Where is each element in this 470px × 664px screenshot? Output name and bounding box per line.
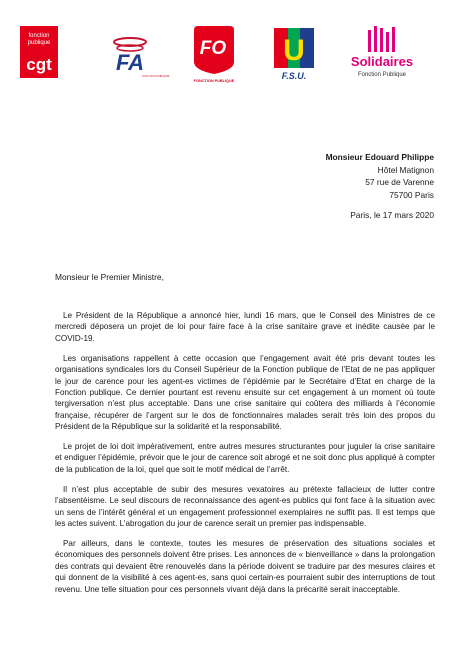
letter-body — [55, 310, 435, 603]
fsu-logo — [270, 26, 320, 82]
fsu-logo-text: F.S.U. — [281, 71, 307, 81]
cgt-logo-top: fonction — [28, 33, 50, 39]
fsu-logo-glyph: U — [283, 34, 305, 67]
cgt-logo-middle: publique — [27, 40, 51, 46]
solidaires-logo — [348, 24, 416, 82]
paragraph: Par ailleurs, dans le contexte, toutes les mesures de préservation des situations sociales et économiques des personnels doivent être prises. Les annonces de « bienveillance » dans la prolongation des contrats qui devaient être renouvelés dans la période doivent se traduire par des mesures claires et qui donnent de la visibilité à ces agent-es, sans quoi certain-es pourraient subir des interruptions de tout revenu. Une telle situation pour ces personnels vivant déjà dans la précarité serait inacceptable. — [55, 538, 435, 594]
paragraph: Les organisations rappellent à cette occasion que l’engagement avait été pris devant toutes les organisations syndicales lors du Conseil Supérieur de la Fonction publique de l’Etat de ne pas appliquer le jour de carence pour les agent-es victimes de l’épidémie par le Secrétaire d’Etat en charge de la Fonction publique. Ce dernier pourtant est revenu ensuite sur cet engagement à un moment où toute tergiversation n’est plus acceptable. Dans une crise sanitaire qui coûtera des milliards à l’économie française, récupérer de l’argent sur le dos de fonctionnaires malades serait très loin des propos du Président de la République sur la solidarité et la responsabilité. — [55, 353, 435, 432]
logo-row — [0, 22, 470, 88]
recipient-name: Monsieur Edouard Philippe — [325, 152, 434, 162]
fa-logo — [108, 26, 170, 80]
paragraph: Le projet de loi doit impérativement, entre autres mesures structurantes pour juguler la crise sanitaire et endiguer l’épidémie, prévoir que le jour de carence soit abrogé et ne soit donc plus appliqué à compter de la publication de la loi, quel que soit le motif médical de l’arrêt. — [55, 442, 435, 474]
solidaires-logo-text: Solidaires — [350, 54, 414, 69]
letter-date: Paris, le 17 mars 2020 — [350, 210, 434, 220]
paragraph: Le Président de la République a annoncé hier, lundi 16 mars, que le Conseil des Ministres de ce mercredi déposera un projet de loi pour faire face à la crise sanitaire grave et inédite causée par le COVID-19. — [55, 311, 435, 343]
fo-logo-caption: FONCTION PUBLIQUE — [193, 79, 235, 83]
salutation: Monsieur le Premier Ministre, — [55, 272, 164, 282]
recipient-address — [326, 151, 434, 201]
recipient-line2: 57 rue de Varenne — [365, 177, 434, 187]
solidaires-logo-caption: Fonction Publique — [357, 72, 407, 78]
recipient-line1: Hôtel Matignon — [377, 164, 434, 175]
cgt-logo — [20, 26, 58, 78]
paragraph: Il n’est plus acceptable de subir des mesures vexatoires au prétexte fallacieux de lutter contre l’absentéisme. Le seul discours de reconnaissance des agent-es publics qui font face à la situation avec un sens de l’intérêt général et un engagement professionnel exemplaires ne suffit pas. Il est temps que les actes suivent. L’abrogation du jour de carence serait un premier pas indispensable. — [55, 484, 435, 528]
fa-logo-tag: FONCTION PUBLIQUE — [142, 75, 170, 78]
fo-logo — [192, 24, 236, 84]
fo-logo-text: FO — [199, 38, 227, 59]
fa-logo-text: FA — [115, 50, 145, 75]
recipient-line3: 75700 Paris — [389, 189, 434, 200]
cgt-logo-text: cgt — [26, 55, 52, 74]
